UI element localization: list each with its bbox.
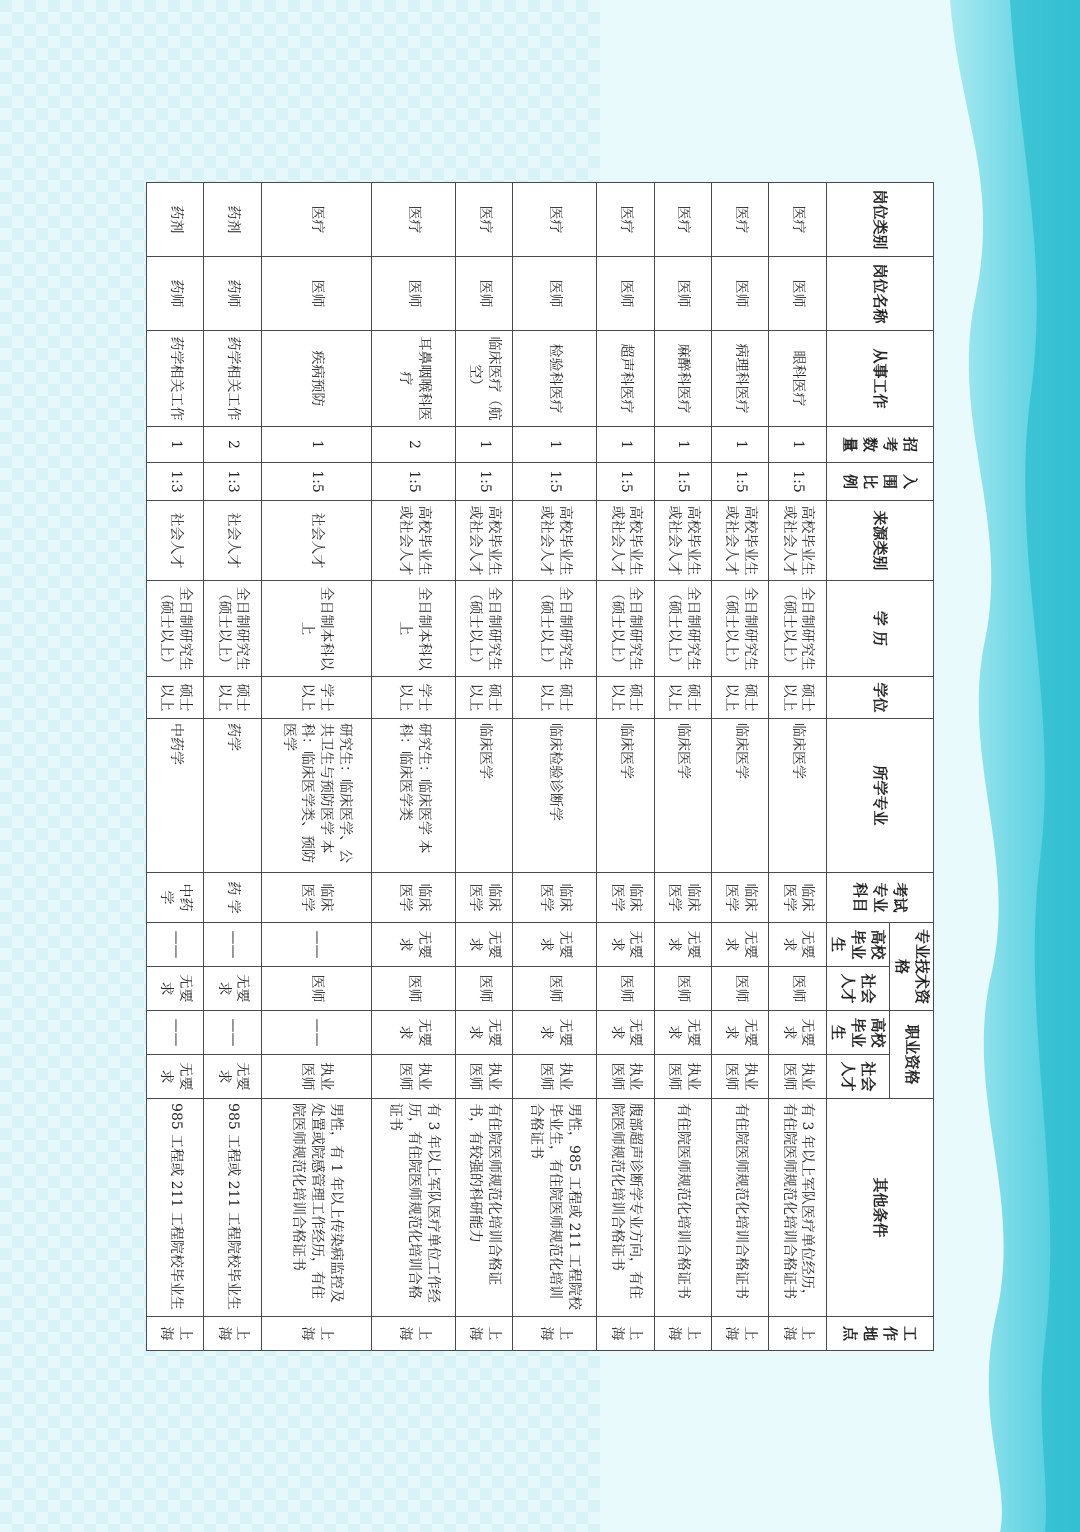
cell-tech-social: 医师	[597, 967, 654, 1011]
cell-location: 上海	[597, 1317, 654, 1351]
cell-prof-grad: 无要求	[597, 1011, 654, 1055]
cell-count: 1	[147, 427, 204, 463]
cell-degree: 硕士以上	[456, 677, 513, 719]
cell-major: 临床医学	[654, 719, 711, 873]
cell-location: 上海	[372, 1317, 456, 1351]
header-tech-qualification: 专业技术资格	[890, 923, 934, 1011]
cell-position: 药师	[204, 257, 261, 331]
cell-location: 上海	[261, 1317, 371, 1351]
cell-count: 1	[712, 427, 769, 463]
cell-degree: 硕士以上	[769, 677, 826, 719]
cell-tech-social: 无要求	[204, 967, 261, 1011]
cell-prof-social: 无要求	[204, 1055, 261, 1099]
cell-ratio: 1:5	[712, 463, 769, 501]
header-location: 工作地点	[826, 1317, 933, 1351]
cell-source: 高校毕业生或社会人才	[654, 501, 711, 581]
cell-tech-grad: ——	[261, 923, 371, 967]
table-row	[456, 183, 513, 1351]
cell-major: 临床医学	[769, 719, 826, 873]
header-prof-social: 社会人才	[826, 1055, 890, 1099]
cell-work: 药学相关工作	[147, 331, 204, 427]
cell-degree: 硕士以上	[204, 677, 261, 719]
cell-category: 医疗	[654, 183, 711, 257]
cell-tech-social: 医师	[261, 967, 371, 1011]
cell-source: 社会人才	[147, 501, 204, 581]
cell-count: 1	[456, 427, 513, 463]
cell-other: 有 3 年以上军队医疗单位工作经历，有住院医师规范化培训合格证书	[372, 1099, 456, 1317]
table-row	[204, 183, 261, 1351]
cell-education: 全日制本科以上	[261, 581, 371, 677]
cell-tech-grad: 无要求	[597, 923, 654, 967]
header-work: 从事工作	[826, 331, 933, 427]
cell-major: 临床医学	[456, 719, 513, 873]
cell-ratio: 1:5	[769, 463, 826, 501]
cell-degree: 硕士以上	[597, 677, 654, 719]
cell-tech-grad: ——	[204, 923, 261, 967]
cell-ratio: 1:5	[654, 463, 711, 501]
table-row	[712, 183, 769, 1351]
table-row	[654, 183, 711, 1351]
cell-source: 社会人才	[261, 501, 371, 581]
cell-education: 全日制研究生（硕士以上）	[654, 581, 711, 677]
cell-prof-social: 无要求	[147, 1055, 204, 1099]
header-degree: 学位	[826, 677, 933, 719]
cell-other: 有住院医师规范化培训合格证书	[654, 1099, 711, 1317]
cell-other: 985 工程或 211 工程院校毕业生	[204, 1099, 261, 1317]
cell-location: 上海	[456, 1317, 513, 1351]
cell-degree: 硕士以上	[654, 677, 711, 719]
cell-ratio: 1:5	[261, 463, 371, 501]
cell-position: 医师	[456, 257, 513, 331]
cell-prof-grad: 无要求	[769, 1011, 826, 1055]
header-exam: 考试专业科目	[826, 873, 933, 923]
cell-location: 上海	[204, 1317, 261, 1351]
cell-work: 麻醉科医疗	[654, 331, 711, 427]
cell-prof-grad: ——	[204, 1011, 261, 1055]
cell-position: 医师	[372, 257, 456, 331]
cell-tech-grad: 无要求	[372, 923, 456, 967]
table-row	[372, 183, 456, 1351]
header-ratio: 入围比例	[826, 463, 933, 501]
cell-education: 全日制研究生（硕士以上）	[597, 581, 654, 677]
cell-category: 医疗	[456, 183, 513, 257]
cell-count: 2	[372, 427, 456, 463]
table-row	[513, 183, 597, 1351]
cell-education: 全日制研究生（硕士以上）	[513, 581, 597, 677]
cell-prof-grad: 无要求	[456, 1011, 513, 1055]
cell-education: 全日制研究生（硕士以上）	[456, 581, 513, 677]
cell-source: 高校毕业生或社会人才	[456, 501, 513, 581]
cell-source: 高校毕业生或社会人才	[513, 501, 597, 581]
cell-count: 1	[654, 427, 711, 463]
cell-ratio: 1:3	[204, 463, 261, 501]
cell-tech-social: 无要求	[147, 967, 204, 1011]
header-professional-qualification: 职业资格	[890, 1011, 934, 1099]
cell-work: 疾病预防	[261, 331, 371, 427]
cell-location: 上海	[513, 1317, 597, 1351]
cell-prof-social: 执业医师	[597, 1055, 654, 1099]
cell-prof-social: 执业医师	[513, 1055, 597, 1099]
cell-location: 上海	[712, 1317, 769, 1351]
table-row	[147, 183, 204, 1351]
cell-count: 2	[204, 427, 261, 463]
cell-education: 全日制研究生（硕士以上）	[769, 581, 826, 677]
cell-category: 药剂	[204, 183, 261, 257]
cell-category: 医疗	[261, 183, 371, 257]
cell-education: 全日制研究生（硕士以上）	[147, 581, 204, 677]
cell-work: 耳鼻咽喉科医疗	[372, 331, 456, 427]
cell-exam: 临床医学	[513, 873, 597, 923]
cell-ratio: 1:5	[513, 463, 597, 501]
cell-work: 临床医疗（航空）	[456, 331, 513, 427]
cell-source: 高校毕业生或社会人才	[597, 501, 654, 581]
cell-exam: 药 学	[204, 873, 261, 923]
cell-count: 1	[261, 427, 371, 463]
cell-position: 医师	[769, 257, 826, 331]
cell-ratio: 1:5	[372, 463, 456, 501]
cell-major: 中药学	[147, 719, 204, 873]
cell-prof-grad: ——	[261, 1011, 371, 1055]
cell-degree: 硕士以上	[513, 677, 597, 719]
cell-other: 男性，有 1 年以上传染病监控及处置或院感管理工作经历，有住院医师规范化培训合格证书	[261, 1099, 371, 1317]
cell-other: 腹部超声诊断学专业方向，有住院医师规范化培训合格证书	[597, 1099, 654, 1317]
header-category: 岗位类别	[826, 183, 933, 257]
cell-major: 临床医学	[712, 719, 769, 873]
cell-category: 药剂	[147, 183, 204, 257]
cell-prof-grad: 无要求	[513, 1011, 597, 1055]
cell-position: 医师	[712, 257, 769, 331]
header-prof-grad: 高校毕业生	[826, 1011, 890, 1055]
cell-category: 医疗	[513, 183, 597, 257]
cell-position: 药师	[147, 257, 204, 331]
cell-position: 医师	[654, 257, 711, 331]
header-tech-grad: 高校毕业生	[826, 923, 890, 967]
table-body	[147, 183, 827, 1351]
cell-other: 有 3 年以上军队医疗单位经历，有住院医师规范化培训合格证书	[769, 1099, 826, 1317]
cell-tech-social: 医师	[654, 967, 711, 1011]
cell-education: 全日制本科以上	[372, 581, 456, 677]
cell-exam: 中药学	[147, 873, 204, 923]
header-count: 招考数量	[826, 427, 933, 463]
header-major: 所学专业	[826, 719, 933, 873]
table-row	[261, 183, 371, 1351]
cell-count: 1	[769, 427, 826, 463]
cell-category: 医疗	[769, 183, 826, 257]
cell-ratio: 1:3	[147, 463, 204, 501]
cell-category: 医疗	[372, 183, 456, 257]
cell-exam: 临床医学	[261, 873, 371, 923]
cell-other: 985 工程或 211 工程院校毕业生	[147, 1099, 204, 1317]
cell-prof-social: 执业医师	[261, 1055, 371, 1099]
cell-position: 医师	[513, 257, 597, 331]
cell-degree: 硕士以上	[712, 677, 769, 719]
cell-major: 临床医学	[597, 719, 654, 873]
cell-source: 高校毕业生或社会人才	[372, 501, 456, 581]
table-row	[597, 183, 654, 1351]
cell-exam: 临床医学	[597, 873, 654, 923]
cell-exam: 临床医学	[456, 873, 513, 923]
cell-tech-social: 医师	[456, 967, 513, 1011]
cell-prof-social: 执业医师	[654, 1055, 711, 1099]
cell-tech-grad: ——	[147, 923, 204, 967]
cell-category: 医疗	[597, 183, 654, 257]
cell-major: 临床检验诊断学	[513, 719, 597, 873]
cell-location: 上海	[654, 1317, 711, 1351]
cell-source: 高校毕业生或社会人才	[712, 501, 769, 581]
cell-tech-grad: 无要求	[654, 923, 711, 967]
table-page	[146, 182, 934, 1350]
cell-work: 眼科医疗	[769, 331, 826, 427]
cell-tech-social: 医师	[712, 967, 769, 1011]
recruitment-table	[146, 182, 934, 1351]
cell-tech-grad: 无要求	[513, 923, 597, 967]
cell-category: 医疗	[712, 183, 769, 257]
table-row	[769, 183, 826, 1351]
cell-other: 有住院医师规范化培训合格证书，有较强的科研能力	[456, 1099, 513, 1317]
cell-degree: 硕士以上	[147, 677, 204, 719]
cell-major: 药学	[204, 719, 261, 873]
cell-count: 1	[513, 427, 597, 463]
cell-prof-social: 执业医师	[456, 1055, 513, 1099]
cell-prof-social: 执业医师	[372, 1055, 456, 1099]
cell-exam: 临床医学	[712, 873, 769, 923]
cell-tech-grad: 无要求	[456, 923, 513, 967]
rotated-table-frame	[146, 182, 934, 1350]
table-header-row	[890, 183, 934, 1351]
header-tech-social: 社会人才	[826, 967, 890, 1011]
cell-work: 检验科医疗	[513, 331, 597, 427]
cell-prof-social: 执业医师	[769, 1055, 826, 1099]
cell-position: 医师	[261, 257, 371, 331]
cell-education: 全日制研究生（硕士以上）	[712, 581, 769, 677]
cell-major: 研究生：临床医学 本科：临床医学类	[372, 719, 456, 873]
header-other: 其他条件	[826, 1099, 933, 1317]
cell-tech-social: 医师	[769, 967, 826, 1011]
cell-prof-grad: ——	[147, 1011, 204, 1055]
cell-tech-social: 医师	[372, 967, 456, 1011]
cell-count: 1	[597, 427, 654, 463]
cell-work: 病理科医疗	[712, 331, 769, 427]
cell-prof-grad: 无要求	[712, 1011, 769, 1055]
cell-position: 医师	[597, 257, 654, 331]
cell-source: 高校毕业生或社会人才	[769, 501, 826, 581]
cell-prof-grad: 无要求	[372, 1011, 456, 1055]
cell-other: 男性，985 工程或 211 工程院校毕业生，有住院医师规范化培训合格证书	[513, 1099, 597, 1317]
cell-work: 药学相关工作	[204, 331, 261, 427]
cell-exam: 临床医学	[372, 873, 456, 923]
cell-location: 上海	[147, 1317, 204, 1351]
cell-location: 上海	[769, 1317, 826, 1351]
cell-tech-grad: 无要求	[769, 923, 826, 967]
cell-exam: 临床医学	[654, 873, 711, 923]
cell-major: 研究生：临床医学、公共卫生与预防医学 本 科：临床医学类、预防医学	[261, 719, 371, 873]
cell-ratio: 1:5	[456, 463, 513, 501]
cell-exam: 临床医学	[769, 873, 826, 923]
cell-prof-grad: 无要求	[654, 1011, 711, 1055]
header-position: 岗位名称	[826, 257, 933, 331]
header-source: 来源类别	[826, 501, 933, 581]
cell-tech-social: 医师	[513, 967, 597, 1011]
cell-ratio: 1:5	[597, 463, 654, 501]
cell-tech-grad: 无要求	[712, 923, 769, 967]
cell-source: 社会人才	[204, 501, 261, 581]
cell-education: 全日制研究生（硕士以上）	[204, 581, 261, 677]
cell-degree: 学士以上	[261, 677, 371, 719]
header-education: 学 历	[826, 581, 933, 677]
cell-degree: 学士以上	[372, 677, 456, 719]
cell-work: 超声科医疗	[597, 331, 654, 427]
cell-prof-social: 执业医师	[712, 1055, 769, 1099]
cell-other: 有住院医师规范化培训合格证书	[712, 1099, 769, 1317]
